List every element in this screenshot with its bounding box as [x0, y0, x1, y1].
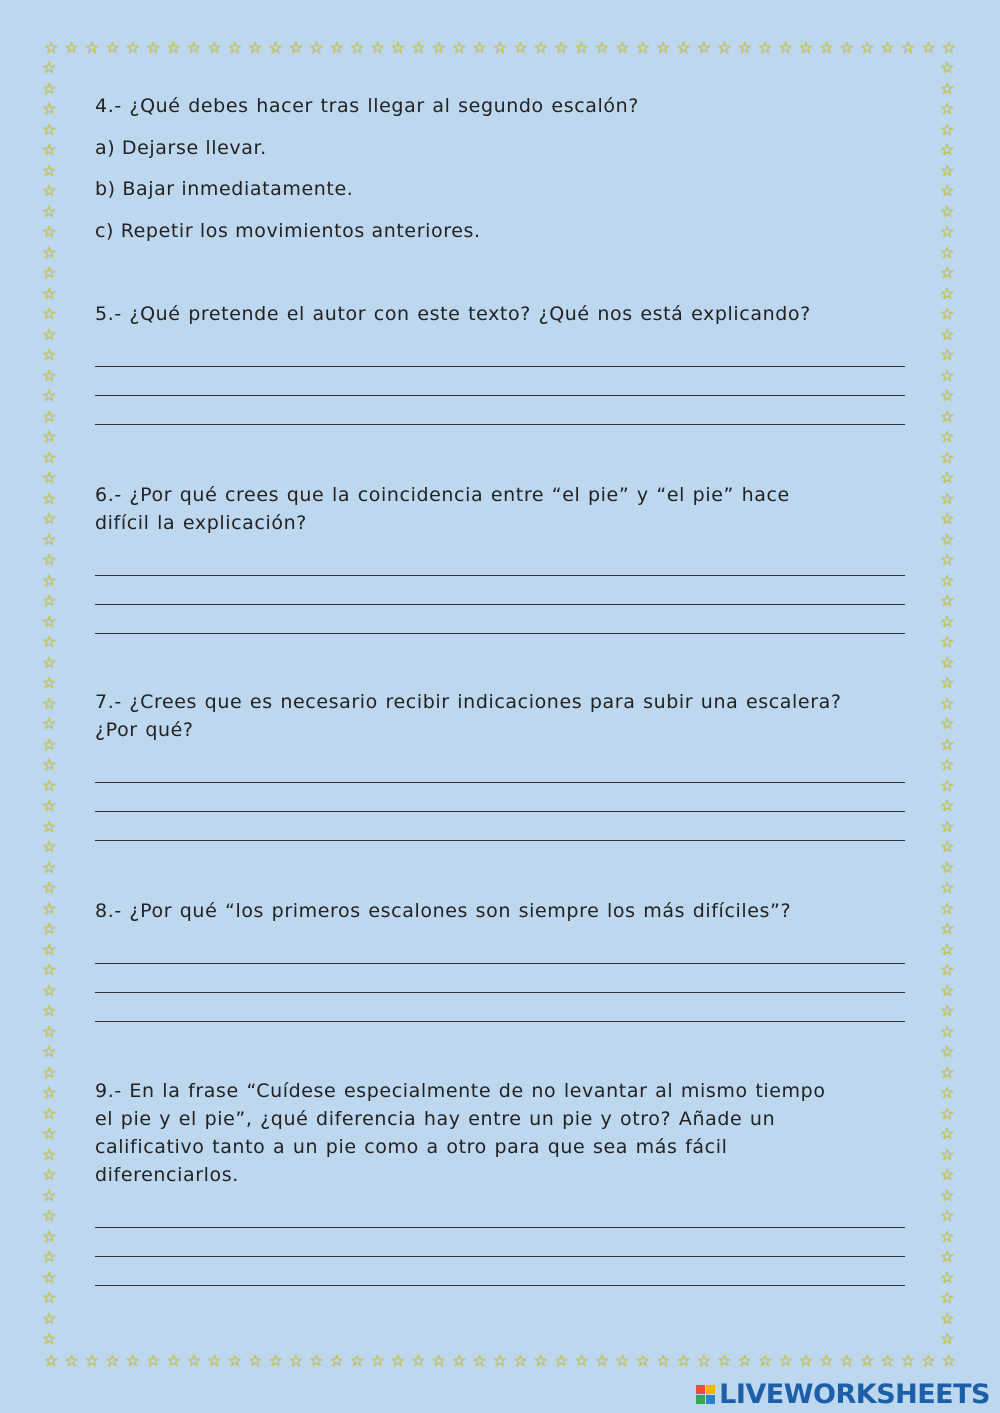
star-icon: ☆ — [42, 1021, 57, 1041]
star-icon: ☆ — [309, 1351, 324, 1370]
question-9-answer-area[interactable] — [95, 1199, 907, 1286]
star-icon: ☆ — [186, 1351, 202, 1370]
star-icon: ☆ — [42, 58, 57, 77]
star-icon: ☆ — [940, 591, 955, 610]
star-icon: ☆ — [940, 386, 955, 405]
star-icon: ☆ — [635, 1351, 650, 1370]
star-icon: ☆ — [42, 898, 57, 918]
star-icon: ☆ — [940, 837, 955, 856]
star-icon: ☆ — [42, 242, 57, 262]
star-icon: ☆ — [554, 1351, 569, 1370]
star-icon: ☆ — [42, 591, 57, 610]
star-icon: ☆ — [42, 509, 57, 528]
star-icon: ☆ — [42, 78, 57, 98]
star-border-left — [42, 60, 60, 1350]
star-icon: ☆ — [940, 1206, 955, 1225]
star-icon: ☆ — [574, 1351, 589, 1370]
star-icon: ☆ — [84, 1351, 100, 1370]
star-icon: ☆ — [798, 1351, 814, 1370]
star-icon: ☆ — [125, 1351, 140, 1370]
star-icon: ☆ — [940, 304, 955, 323]
star-icon: ☆ — [758, 1351, 773, 1370]
question-4-option-c[interactable]: c) Repetir los movimientos anteriores. — [95, 220, 481, 242]
star-icon: ☆ — [42, 468, 57, 487]
star-icon: ☆ — [594, 38, 610, 57]
star-icon: ☆ — [42, 1288, 57, 1307]
star-icon: ☆ — [940, 857, 955, 877]
star-icon: ☆ — [615, 38, 630, 57]
star-icon: ☆ — [656, 38, 671, 57]
star-icon: ☆ — [42, 1329, 57, 1348]
star-icon: ☆ — [431, 1351, 446, 1370]
star-icon: ☆ — [778, 38, 793, 57]
star-icon: ☆ — [42, 181, 57, 200]
star-icon: ☆ — [42, 201, 57, 221]
star-icon: ☆ — [513, 38, 528, 57]
star-icon: ☆ — [472, 38, 487, 57]
question-7-answer-area[interactable] — [95, 754, 907, 841]
star-icon: ☆ — [492, 1351, 508, 1370]
answer-line[interactable] — [95, 964, 905, 993]
star-icon: ☆ — [370, 1351, 385, 1370]
question-6 — [95, 481, 907, 634]
star-icon: ☆ — [940, 283, 955, 303]
star-icon: ☆ — [268, 1351, 283, 1370]
star-icon: ☆ — [940, 919, 955, 938]
star-icon: ☆ — [676, 38, 691, 57]
star-icon: ☆ — [329, 1351, 344, 1370]
star-icon: ☆ — [42, 324, 57, 344]
question-8-text: 8.- ¿Por qué “los primeros escalones son siempre los más difíciles”? — [95, 900, 792, 922]
star-icon: ☆ — [940, 550, 955, 569]
star-icon: ☆ — [940, 960, 955, 979]
star-icon: ☆ — [64, 38, 79, 57]
logo-mark-icon — [696, 1385, 715, 1404]
star-icon: ☆ — [940, 488, 955, 508]
star-icon: ☆ — [940, 816, 955, 836]
star-icon: ☆ — [940, 755, 955, 774]
star-icon: ☆ — [940, 1144, 955, 1164]
answer-line[interactable] — [95, 783, 905, 812]
star-icon: ☆ — [880, 38, 895, 57]
answer-line[interactable] — [95, 993, 905, 1022]
star-icon: ☆ — [513, 1351, 528, 1370]
star-icon: ☆ — [64, 1351, 79, 1370]
star-icon: ☆ — [42, 1103, 57, 1123]
question-5-answer-area[interactable] — [95, 338, 907, 425]
star-icon: ☆ — [431, 38, 446, 57]
star-icon: ☆ — [452, 1351, 467, 1370]
star-icon: ☆ — [390, 38, 406, 57]
star-icon: ☆ — [42, 652, 57, 672]
star-icon: ☆ — [472, 1351, 487, 1370]
star-icon: ☆ — [492, 38, 508, 57]
answer-line[interactable] — [95, 605, 905, 634]
star-icon: ☆ — [42, 386, 57, 405]
star-icon: ☆ — [166, 1351, 181, 1370]
star-icon: ☆ — [42, 1001, 57, 1020]
star-icon: ☆ — [940, 1308, 955, 1328]
star-icon: ☆ — [227, 1351, 242, 1370]
star-icon: ☆ — [554, 38, 569, 57]
question-7 — [95, 688, 907, 841]
star-icon: ☆ — [940, 468, 955, 487]
star-icon: ☆ — [42, 1247, 57, 1266]
star-icon: ☆ — [288, 1351, 304, 1370]
question-4 — [95, 92, 907, 245]
answer-line[interactable] — [95, 576, 905, 605]
star-icon: ☆ — [900, 1351, 916, 1370]
star-icon: ☆ — [940, 509, 955, 528]
star-icon: ☆ — [676, 1351, 691, 1370]
star-icon: ☆ — [42, 775, 57, 795]
star-icon: ☆ — [940, 1021, 955, 1041]
answer-line[interactable] — [95, 396, 905, 425]
star-icon: ☆ — [778, 1351, 793, 1370]
star-icon: ☆ — [42, 99, 57, 118]
star-icon: ☆ — [940, 427, 955, 446]
star-icon: ☆ — [42, 673, 57, 692]
question-6-line-2: difícil la explicación? — [95, 512, 307, 534]
star-icon: ☆ — [940, 1083, 955, 1102]
star-icon: ☆ — [940, 242, 955, 262]
star-icon: ☆ — [758, 38, 773, 57]
star-icon: ☆ — [940, 673, 955, 692]
star-icon: ☆ — [42, 1144, 57, 1164]
star-border-bottom — [44, 1353, 960, 1371]
star-icon: ☆ — [940, 878, 955, 897]
star-icon: ☆ — [940, 119, 955, 139]
star-icon: ☆ — [248, 1351, 263, 1370]
answer-line[interactable] — [95, 935, 905, 964]
star-icon: ☆ — [207, 1351, 222, 1370]
star-icon: ☆ — [940, 1247, 955, 1266]
star-icon: ☆ — [940, 1288, 955, 1307]
star-icon: ☆ — [42, 632, 57, 651]
star-icon: ☆ — [42, 734, 57, 754]
star-icon: ☆ — [940, 1042, 955, 1061]
star-icon: ☆ — [656, 1351, 671, 1370]
star-icon: ☆ — [42, 857, 57, 877]
star-icon: ☆ — [42, 529, 57, 549]
star-icon: ☆ — [717, 1351, 732, 1370]
star-icon: ☆ — [42, 283, 57, 303]
star-icon: ☆ — [839, 38, 854, 57]
logo-text: LIVEWORKSHEETS — [719, 1378, 990, 1410]
star-icon: ☆ — [370, 38, 385, 57]
star-icon: ☆ — [940, 406, 955, 426]
question-6-answer-area[interactable] — [95, 547, 907, 634]
star-icon: ☆ — [717, 38, 732, 57]
star-icon: ☆ — [125, 38, 140, 57]
star-icon: ☆ — [696, 1351, 712, 1370]
star-icon: ☆ — [574, 38, 589, 57]
star-icon: ☆ — [329, 38, 344, 57]
star-icon: ☆ — [42, 488, 57, 508]
answer-line[interactable] — [95, 754, 905, 783]
star-icon: ☆ — [42, 365, 57, 385]
star-icon: ☆ — [941, 1351, 956, 1370]
star-icon: ☆ — [940, 1001, 955, 1020]
star-icon: ☆ — [819, 1351, 834, 1370]
star-icon: ☆ — [105, 38, 120, 57]
star-icon: ☆ — [594, 1351, 610, 1370]
star-icon: ☆ — [42, 447, 57, 467]
star-icon: ☆ — [533, 38, 548, 57]
star-icon: ☆ — [42, 160, 57, 180]
question-9 — [95, 1077, 907, 1286]
star-icon: ☆ — [42, 345, 57, 364]
question-4-option-b[interactable]: b) Bajar inmediatamente. — [95, 178, 354, 200]
star-icon: ☆ — [42, 1185, 57, 1205]
star-icon: ☆ — [42, 119, 57, 139]
star-icon: ☆ — [940, 570, 955, 590]
star-icon: ☆ — [940, 447, 955, 467]
star-icon: ☆ — [533, 1351, 548, 1370]
star-icon: ☆ — [42, 1206, 57, 1225]
star-icon: ☆ — [940, 365, 955, 385]
star-icon: ☆ — [940, 201, 955, 221]
star-icon: ☆ — [921, 1351, 936, 1370]
answer-line[interactable] — [95, 1228, 905, 1257]
star-icon: ☆ — [940, 263, 955, 282]
star-icon: ☆ — [350, 38, 365, 57]
answer-line[interactable] — [95, 367, 905, 396]
star-icon: ☆ — [146, 38, 161, 57]
answer-line[interactable] — [95, 338, 905, 367]
star-icon: ☆ — [940, 181, 955, 200]
question-6-line-1: 6.- ¿Por qué crees que la coincidencia entre “el pie” y “el pie” hace — [95, 484, 790, 506]
star-icon: ☆ — [42, 406, 57, 426]
star-icon: ☆ — [411, 1351, 426, 1370]
star-icon: ☆ — [288, 38, 304, 57]
star-icon: ☆ — [390, 1351, 406, 1370]
star-icon: ☆ — [411, 38, 426, 57]
star-icon: ☆ — [737, 1351, 752, 1370]
star-icon: ☆ — [42, 570, 57, 590]
star-icon: ☆ — [42, 263, 57, 282]
answer-line[interactable] — [95, 812, 905, 841]
star-icon: ☆ — [227, 38, 242, 57]
star-icon: ☆ — [166, 38, 181, 57]
star-icon: ☆ — [940, 1124, 955, 1143]
star-icon: ☆ — [42, 796, 57, 815]
question-7-line-1: 7.- ¿Crees que es necesario recibir indicaciones para subir una escalera? — [95, 691, 842, 713]
star-icon: ☆ — [309, 38, 324, 57]
question-7-line-2: ¿Por qué? — [95, 719, 194, 741]
star-icon: ☆ — [42, 755, 57, 774]
star-icon: ☆ — [42, 960, 57, 979]
star-icon: ☆ — [42, 714, 57, 733]
star-icon: ☆ — [900, 38, 916, 57]
star-icon: ☆ — [42, 427, 57, 446]
star-icon: ☆ — [940, 58, 955, 77]
star-icon: ☆ — [186, 38, 202, 57]
star-icon: ☆ — [839, 1351, 854, 1370]
star-icon: ☆ — [42, 980, 57, 1000]
star-icon: ☆ — [940, 1185, 955, 1205]
answer-line[interactable] — [95, 547, 905, 576]
star-icon: ☆ — [42, 1124, 57, 1143]
question-4-text: 4.- ¿Qué debes hacer tras llegar al segundo escalón? — [95, 95, 639, 117]
answer-line[interactable] — [95, 1199, 905, 1228]
star-icon: ☆ — [940, 1226, 955, 1246]
star-icon: ☆ — [940, 1103, 955, 1123]
star-icon: ☆ — [940, 1062, 955, 1082]
star-icon: ☆ — [350, 1351, 365, 1370]
answer-line[interactable] — [95, 1257, 905, 1286]
question-9-line-2: el pie y el pie”, ¿qué diferencia hay entre un pie y otro? Añade un — [95, 1108, 776, 1130]
question-5-text: 5.- ¿Qué pretende el autor con este texto? ¿Qué nos está explicando? — [95, 303, 811, 325]
star-icon: ☆ — [737, 38, 752, 57]
star-icon: ☆ — [44, 1351, 59, 1370]
star-icon: ☆ — [880, 1351, 895, 1370]
star-icon: ☆ — [42, 1042, 57, 1061]
star-icon: ☆ — [42, 140, 57, 159]
star-icon: ☆ — [615, 1351, 630, 1370]
star-icon: ☆ — [940, 980, 955, 1000]
star-icon: ☆ — [940, 1165, 955, 1184]
star-icon: ☆ — [42, 1165, 57, 1184]
star-icon: ☆ — [42, 1062, 57, 1082]
star-icon: ☆ — [146, 1351, 161, 1370]
star-icon: ☆ — [940, 611, 955, 631]
star-icon: ☆ — [42, 939, 57, 959]
star-icon: ☆ — [42, 222, 57, 241]
star-icon: ☆ — [42, 550, 57, 569]
star-icon: ☆ — [819, 38, 834, 57]
star-icon: ☆ — [940, 345, 955, 364]
star-icon: ☆ — [921, 38, 936, 57]
star-icon: ☆ — [940, 939, 955, 959]
star-icon: ☆ — [635, 38, 650, 57]
star-icon: ☆ — [42, 816, 57, 836]
star-icon: ☆ — [42, 1308, 57, 1328]
star-icon: ☆ — [42, 878, 57, 897]
star-icon: ☆ — [42, 1083, 57, 1102]
star-icon: ☆ — [42, 304, 57, 323]
star-icon: ☆ — [84, 38, 100, 57]
star-icon: ☆ — [860, 38, 875, 57]
star-icon: ☆ — [940, 898, 955, 918]
star-icon: ☆ — [940, 78, 955, 98]
star-icon: ☆ — [42, 611, 57, 631]
star-icon: ☆ — [940, 99, 955, 118]
star-border-top — [44, 40, 960, 58]
star-icon: ☆ — [940, 160, 955, 180]
star-icon: ☆ — [940, 652, 955, 672]
question-9-line-1: 9.- En la frase “Cuídese especialmente de no levantar al mismo tiempo — [95, 1080, 826, 1102]
star-icon: ☆ — [940, 324, 955, 344]
question-8 — [95, 897, 907, 1022]
question-4-option-a[interactable]: a) Dejarse llevar. — [95, 137, 267, 159]
star-icon: ☆ — [42, 837, 57, 856]
star-icon: ☆ — [940, 693, 955, 713]
star-icon: ☆ — [940, 734, 955, 754]
question-5 — [95, 300, 907, 425]
star-icon: ☆ — [940, 140, 955, 159]
star-icon: ☆ — [42, 1267, 57, 1287]
star-icon: ☆ — [940, 529, 955, 549]
star-icon: ☆ — [941, 38, 956, 57]
star-icon: ☆ — [105, 1351, 120, 1370]
star-icon: ☆ — [940, 775, 955, 795]
star-icon: ☆ — [268, 38, 283, 57]
star-border-right — [940, 60, 958, 1350]
star-icon: ☆ — [940, 1329, 955, 1348]
star-icon: ☆ — [696, 38, 712, 57]
star-icon: ☆ — [452, 38, 467, 57]
star-icon: ☆ — [44, 38, 59, 57]
star-icon: ☆ — [42, 693, 57, 713]
star-icon: ☆ — [860, 1351, 875, 1370]
star-icon: ☆ — [940, 796, 955, 815]
star-icon: ☆ — [940, 222, 955, 241]
question-9-line-3: calificativo tanto a un pie como a otro para que sea más fácil — [95, 1136, 728, 1158]
star-icon: ☆ — [42, 1226, 57, 1246]
star-icon: ☆ — [248, 38, 263, 57]
liveworksheets-logo[interactable] — [696, 1378, 990, 1410]
star-icon: ☆ — [940, 714, 955, 733]
star-icon: ☆ — [940, 632, 955, 651]
star-icon: ☆ — [798, 38, 814, 57]
star-icon: ☆ — [42, 919, 57, 938]
question-9-line-4: diferenciarlos. — [95, 1164, 239, 1186]
star-icon: ☆ — [207, 38, 222, 57]
star-icon: ☆ — [940, 1267, 955, 1287]
question-8-answer-area[interactable] — [95, 935, 907, 1022]
